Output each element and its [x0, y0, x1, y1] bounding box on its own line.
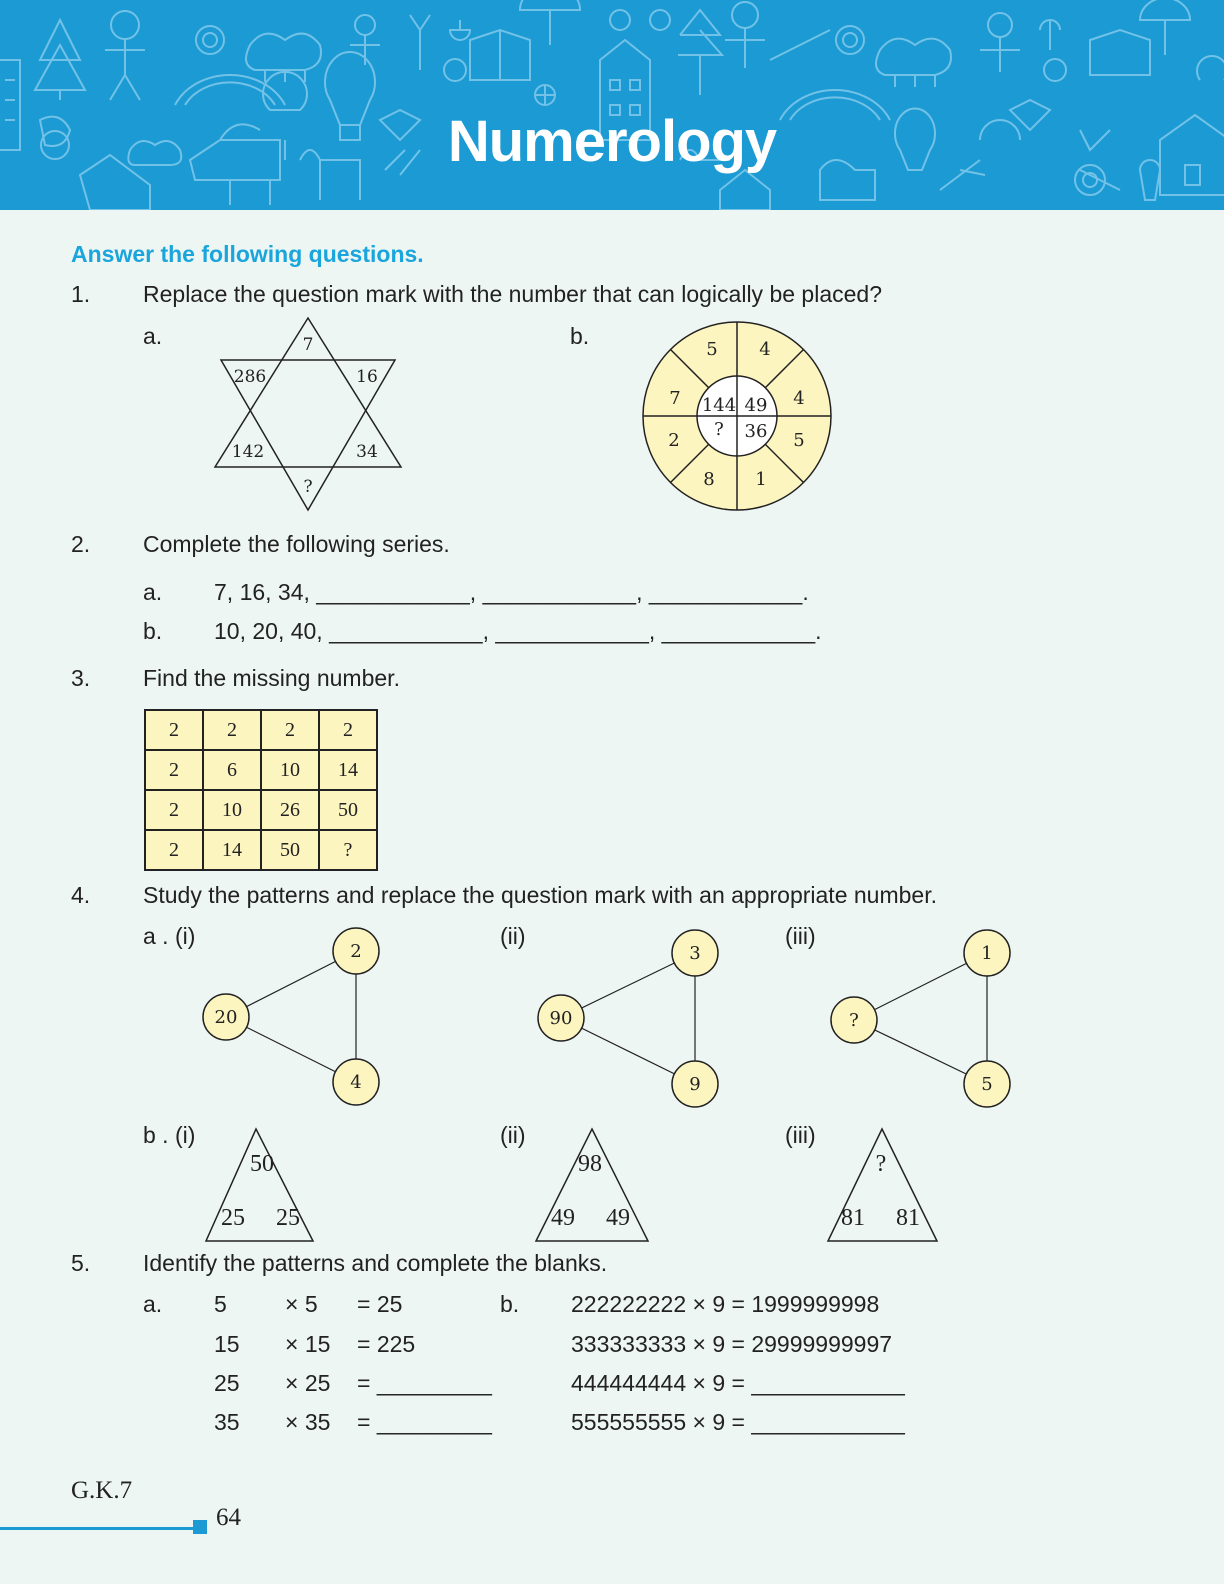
q4-a-ii-label: (ii) — [500, 923, 526, 949]
instruction-heading: Answer the following questions. — [71, 241, 424, 267]
q4-number: 4. — [71, 882, 91, 908]
q4-a-iii-label: (iii) — [785, 923, 816, 949]
grid-cell: 26 — [261, 790, 319, 830]
node-value: 5 — [981, 1074, 993, 1095]
q5-a-label: a. — [143, 1291, 163, 1317]
header-banner — [0, 0, 1224, 210]
grid-cell: 2 — [319, 710, 377, 750]
node-value: 2 — [350, 941, 362, 962]
node-value: 4 — [350, 1072, 362, 1093]
q4-b-ii-label: (ii) — [500, 1122, 526, 1148]
wheel-inner-value: 49 — [744, 395, 768, 416]
q4-text: Study the patterns and replace the question mark with an appropriate number. — [143, 882, 937, 908]
grid-cell: ? — [319, 830, 377, 870]
q4-a-label: a . (i) — [143, 923, 196, 949]
doodle-pattern — [0, 0, 1224, 210]
grid-cell: 2 — [203, 710, 261, 750]
star-lower-right-value: 34 — [356, 442, 378, 462]
q3-text: Find the missing number. — [143, 665, 400, 691]
grid-row — [145, 750, 377, 790]
wheel-outer-value: 4 — [759, 339, 771, 360]
network-figure-2 — [528, 920, 723, 1100]
q1-text: Replace the question mark with the number that can logically be placed? — [143, 281, 882, 307]
footer-marker — [193, 1520, 207, 1534]
grid-cell: 10 — [203, 790, 261, 830]
footer-rule — [0, 1527, 195, 1530]
triangle-top-value: ? — [875, 1151, 887, 1177]
wheel-outer-value: 2 — [668, 430, 680, 451]
wheel-outer-value: 5 — [793, 430, 805, 451]
network-figure-3 — [820, 920, 1015, 1100]
q4-b-iii-label: (iii) — [785, 1122, 816, 1148]
grid-cell: 10 — [261, 750, 319, 790]
triangle-figure-1 — [200, 1125, 325, 1245]
q5-a-multiplier: × 15 — [285, 1331, 331, 1357]
node-value: 9 — [689, 1074, 701, 1095]
star-upper-left-value: 286 — [233, 367, 267, 387]
q2-number: 2. — [71, 531, 91, 557]
page-title: Numerology — [447, 109, 777, 174]
triangle-figure-2 — [535, 1125, 660, 1245]
grid-row — [145, 710, 377, 750]
book-code: G.K.7 — [71, 1477, 133, 1504]
q5-b-row: 333333333 × 9 = 29999999997 — [571, 1331, 893, 1357]
node-value: ? — [849, 1010, 859, 1031]
star-upper-right-value: 16 — [356, 367, 378, 387]
q2-a-label: a. — [143, 579, 163, 605]
number-grid — [144, 709, 378, 871]
wheel-outer-value: 5 — [706, 339, 718, 360]
q5-a-result: = 225 — [357, 1331, 416, 1357]
q5-a-number: 15 — [214, 1331, 240, 1357]
triangle-left-value: 49 — [551, 1205, 575, 1231]
triangle-left-value: 81 — [841, 1205, 865, 1231]
triangle-right-value: 81 — [896, 1205, 920, 1231]
triangle-top-value: 50 — [250, 1151, 274, 1177]
grid-cell: 2 — [145, 750, 203, 790]
triangle-left-value: 25 — [221, 1205, 245, 1231]
grid-cell: 2 — [145, 830, 203, 870]
q2-text: Complete the following series. — [143, 531, 450, 557]
triangle-top-value: 98 — [578, 1151, 602, 1177]
star-figure — [200, 310, 420, 520]
q5-a-result: = 25 — [357, 1291, 403, 1317]
wheel-outer-value: 4 — [793, 388, 805, 409]
q5-b-row: 555555555 × 9 = ____________ — [571, 1409, 905, 1435]
grid-cell: 14 — [319, 750, 377, 790]
q5-a-number: 5 — [214, 1291, 227, 1317]
grid-cell: 50 — [319, 790, 377, 830]
star-bottom-value: ? — [303, 477, 313, 497]
q5-a-multiplier: × 25 — [285, 1370, 331, 1396]
star-top-value: 7 — [302, 335, 314, 355]
wheel-outer-value: 7 — [669, 388, 681, 409]
q5-text: Identify the patterns and complete the blanks. — [143, 1250, 608, 1276]
q5-a-number: 25 — [214, 1370, 240, 1396]
q5-number: 5. — [71, 1250, 91, 1276]
node-value: 3 — [689, 943, 701, 964]
triangle-right-value: 49 — [606, 1205, 630, 1231]
q3-number: 3. — [71, 665, 91, 691]
node-value: 20 — [214, 1007, 238, 1028]
grid-cell: 50 — [261, 830, 319, 870]
q2-b-label: b. — [143, 618, 163, 644]
triangle-figure-3 — [825, 1125, 950, 1245]
q5-a-multiplier: × 5 — [285, 1291, 318, 1317]
grid-row — [145, 830, 377, 870]
q5-a-multiplier: × 35 — [285, 1409, 331, 1435]
wheel-inner-value: 144 — [701, 395, 737, 416]
q4-b-label: b . (i) — [143, 1122, 196, 1148]
q1-a-label: a. — [143, 323, 163, 349]
grid-cell: 14 — [203, 830, 261, 870]
q5-b-row: 222222222 × 9 = 1999999998 — [571, 1291, 880, 1317]
grid-cell: 2 — [261, 710, 319, 750]
q1-b-label: b. — [570, 323, 590, 349]
wheel-inner-value: 36 — [744, 421, 768, 442]
grid-cell: 2 — [145, 790, 203, 830]
wheel-outer-value: 1 — [755, 469, 767, 490]
q2-a-series: 7, 16, 34, ____________, ____________, ____________. — [214, 579, 809, 605]
q2-b-series: 10, 20, 40, ____________, ____________, ____________. — [214, 618, 822, 644]
q5-b-row: 444444444 × 9 = ____________ — [571, 1370, 905, 1396]
q1-number: 1. — [71, 281, 91, 307]
star-lower-left-value: 142 — [231, 442, 265, 462]
node-value: 90 — [549, 1008, 573, 1029]
wheel-inner-value: ? — [714, 419, 724, 440]
q5-a-number: 35 — [214, 1409, 240, 1435]
network-figure-1 — [195, 918, 390, 1098]
grid-row — [145, 790, 377, 830]
q5-a-result: = _________ — [357, 1409, 492, 1435]
grid-cell: 6 — [203, 750, 261, 790]
node-value: 1 — [981, 943, 993, 964]
q5-a-result: = _________ — [357, 1370, 492, 1396]
grid-cell: 2 — [145, 710, 203, 750]
page-number: 64 — [216, 1504, 241, 1531]
wheel-figure — [640, 315, 840, 520]
triangle-right-value: 25 — [276, 1205, 300, 1231]
wheel-outer-value: 8 — [703, 469, 715, 490]
q5-b-label: b. — [500, 1291, 520, 1317]
